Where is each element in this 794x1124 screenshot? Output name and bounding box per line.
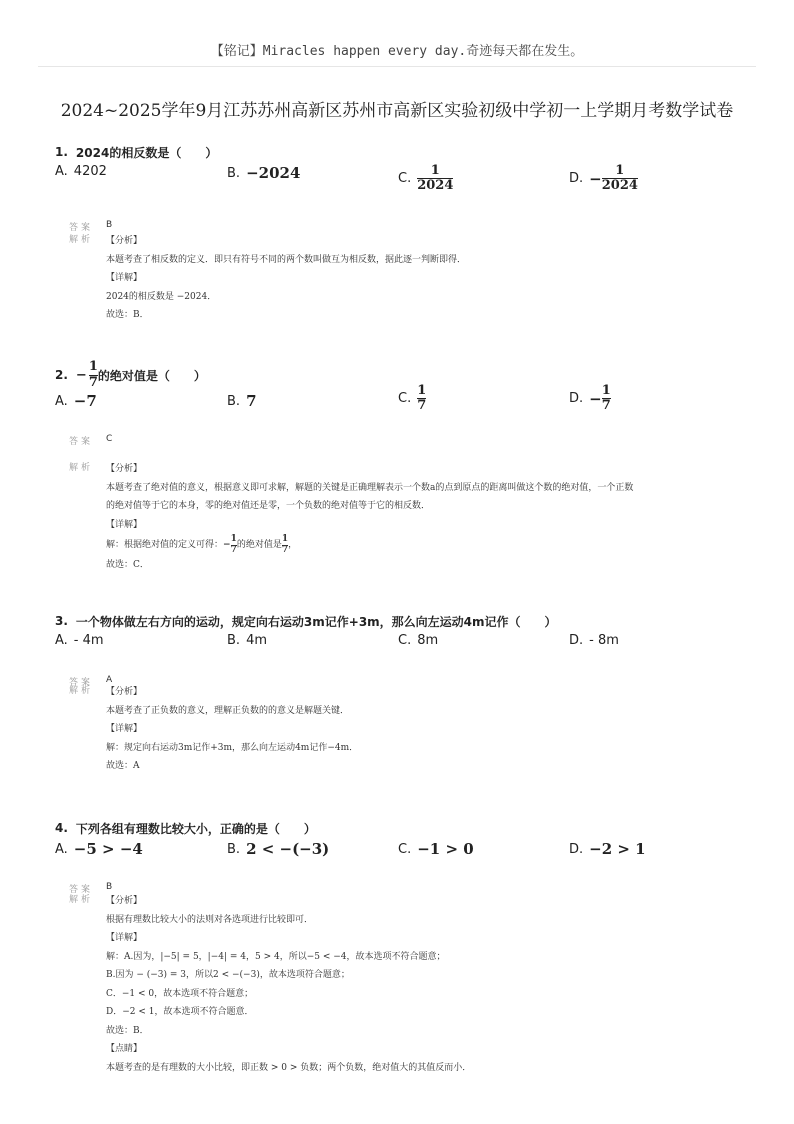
option-value: −5 > −4	[73, 840, 143, 858]
option-c[interactable]	[398, 840, 474, 858]
option-b[interactable]	[227, 840, 329, 858]
question-number: 4.	[55, 821, 68, 835]
option-value: −2024	[246, 164, 301, 182]
answer-tag: 答案	[69, 678, 94, 688]
question-stem	[55, 142, 755, 162]
answer-tag: 答案	[69, 223, 94, 233]
answer-tag: 答案	[69, 437, 94, 447]
explanation-line: 解：规定向右运动3m记作+3m，那么向左运动4m记作−4m．	[106, 742, 359, 753]
option-label: A.	[55, 633, 68, 648]
explanation-line: 【分析】	[106, 236, 143, 246]
question-stem	[55, 611, 755, 631]
option-label: B.	[227, 165, 241, 181]
fraction: $\frac{1}{7}$	[281, 533, 289, 555]
answer-value: A	[106, 675, 113, 685]
analysis-tag: 解析	[69, 463, 94, 473]
explanation	[55, 892, 755, 1077]
option-label: A.	[55, 841, 68, 857]
option-c[interactable]	[398, 384, 426, 414]
option-value: −1 > 0	[417, 840, 474, 858]
explanation-line: 根据有理数比较大小的法则对各选项进行比较即可．	[106, 914, 314, 925]
answer-tag: 答案	[69, 885, 94, 895]
explanation-line: 【点睛】	[106, 1044, 143, 1054]
explanation-line: 【详解】	[106, 724, 143, 734]
fraction: $\frac{1}{7}$	[230, 533, 237, 555]
answer-value: B	[106, 882, 113, 892]
option-label: C.	[398, 841, 412, 857]
question-text: 的绝对值是（ ）	[97, 368, 206, 383]
option-value: 8m	[417, 633, 439, 648]
options	[55, 840, 755, 862]
analysis-tag: 解析	[69, 235, 94, 245]
explanation-line: 的绝对值等于它的本身，零的绝对值还是零，一个负数的绝对值等于它的相反数．	[106, 501, 431, 511]
minus-sign: −	[75, 367, 87, 383]
analysis-tag: 解析	[69, 895, 94, 905]
explanation-line: B.因为 − (−3) = 3，所以2 < −(−3)，故本选项符合题意；	[106, 970, 350, 980]
option-value: 4202	[73, 164, 107, 179]
option-label: A.	[55, 393, 68, 409]
option-a[interactable]	[55, 840, 143, 858]
option-value: −2 > 1	[589, 840, 646, 858]
option-d[interactable]	[569, 633, 619, 648]
explanation-line: 2024的相反数是 −2024．	[106, 291, 217, 302]
option-d[interactable]	[569, 840, 646, 858]
option-value: - 8m	[589, 633, 619, 648]
explanation	[55, 232, 755, 325]
option-label: A.	[55, 164, 68, 179]
option-d[interactable]	[569, 164, 638, 194]
option-c[interactable]	[398, 633, 438, 648]
explanation-line: 【分析】	[106, 896, 143, 906]
explanation-line: 解：A.因为，|−5| = 5，|−4| = 4，5 > 4，所以−5 < −4，故本选项不符合题意；	[106, 951, 446, 962]
explanation-line: 本题考查的是有理数的大小比较，即正数 > 0 > 负数；两个负数，绝对值大的其值反而小．	[106, 1062, 472, 1073]
option-value: 7	[246, 392, 257, 410]
fraction: $\frac{1}{7}$	[417, 383, 427, 414]
explanation-line: C．−1 < 0，故本选项不符合题意；	[106, 988, 254, 999]
explanation-line: 故选：C．	[106, 560, 149, 570]
question-2	[55, 360, 755, 575]
explanation-line: 故选：B．	[106, 1025, 149, 1036]
question-text: 下列各组有理数比较大小，正确的是（ ）	[75, 821, 316, 836]
option-label: D.	[569, 391, 584, 407]
option-b[interactable]	[227, 392, 257, 410]
minus-sign: −	[589, 169, 602, 188]
option-label: C.	[398, 391, 412, 407]
question-3	[55, 611, 755, 776]
header-motto: 【铭记】Miracles happen every day.奇迹每天都在发生。	[210, 44, 584, 59]
explanation-line: 【详解】	[106, 933, 143, 943]
question-4	[55, 818, 755, 1077]
page-title: 2024~2025学年9月江苏苏州高新区苏州市高新区实验初级中学初一上学期月考数学试卷	[60, 101, 734, 121]
explanation	[55, 683, 755, 776]
question-number: 2.	[55, 368, 68, 382]
option-value: - 4m	[73, 633, 104, 648]
fraction: $\frac{1}{7}$	[601, 383, 611, 414]
explanation-line: D．−2 < 1，故本选项不符合题意．	[106, 1007, 254, 1017]
option-value: 4m	[246, 633, 267, 648]
explanation-line: 【详解】	[106, 273, 143, 283]
header-divider	[38, 66, 756, 67]
question-stem	[55, 818, 755, 838]
explanation-line: 本题考查了相反数的定义．即只有符号不同的两个数叫做互为相反数，据此逐一判断即得．	[106, 254, 467, 265]
option-label: C.	[398, 633, 412, 648]
explanation-line: 故选：A	[106, 761, 140, 771]
explanation	[55, 460, 755, 575]
explanation-line: 【分析】	[106, 464, 143, 474]
option-label: D.	[569, 633, 584, 648]
option-value: −7	[73, 392, 97, 410]
explanation-line: 故选：B．	[106, 310, 149, 320]
option-c[interactable]	[398, 164, 453, 194]
option-a[interactable]	[55, 392, 97, 410]
option-label: D.	[569, 171, 584, 187]
analysis-tag: 解析	[69, 686, 94, 696]
fraction: $\frac{1}{2024}$	[601, 163, 638, 194]
question-text: 2024的相反数是（ ）	[75, 145, 218, 160]
explanation-line: 解：根据绝对值的定义可得： − $\frac{1}{7}$ 的绝对值是 $\frac{1}{7}$ ，	[106, 533, 298, 555]
question-text: 一个物体做左右方向的运动，规定向右运动3m记作+3m，那么向左运动4m记作（ ）	[75, 614, 557, 629]
explanation-line: 本题考查了正负数的意义，理解正负数的的意义是解题关键．	[106, 705, 350, 716]
options	[55, 633, 755, 653]
explanation-line: 本题考查了绝对值的意义，根据意义即可求解，解题的关键是正确理解表示一个数a的点到原点的距离叫做这个数的绝对值，一个正数	[106, 482, 634, 493]
option-label: C.	[398, 171, 412, 187]
option-d[interactable]	[569, 384, 611, 414]
option-a[interactable]	[55, 633, 104, 648]
options	[55, 383, 755, 430]
explanation-line: 【详解】	[106, 519, 143, 530]
option-a[interactable]	[55, 164, 107, 179]
options	[55, 164, 755, 202]
explanation-line: 【分析】	[106, 687, 143, 697]
question-number: 1.	[55, 145, 68, 159]
option-label: D.	[569, 841, 584, 857]
answer-value: B	[106, 220, 113, 230]
question-number: 3.	[55, 614, 68, 628]
minus-sign: −	[589, 389, 602, 408]
option-label: B.	[227, 633, 241, 648]
fraction: $\frac{1}{7}$	[88, 359, 98, 390]
option-label: B.	[227, 841, 241, 857]
fraction: $\frac{1}{2024}$	[417, 163, 454, 194]
option-label: B.	[227, 393, 241, 409]
option-value: 2 < −(−3)	[246, 840, 330, 858]
option-b[interactable]	[227, 164, 300, 182]
option-b[interactable]	[227, 633, 267, 648]
question-1	[55, 142, 755, 325]
answer-value: C	[106, 434, 113, 444]
